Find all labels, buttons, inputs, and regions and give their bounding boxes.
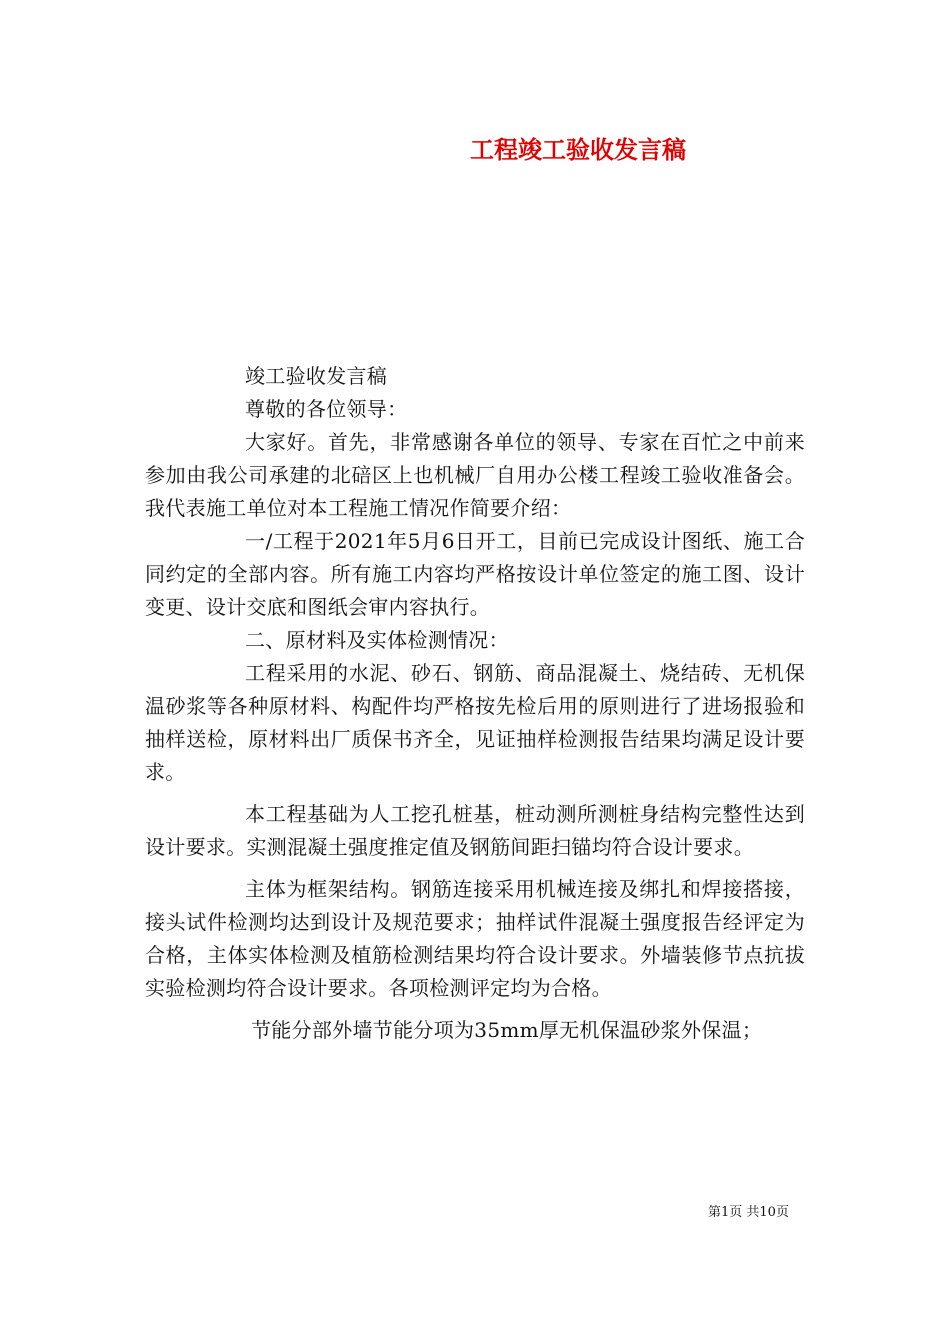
paragraph-foundation: 本工程基础为人工挖孔桩基，桩动测所测桩身结构完整性达到设计要求。实测混凝土强度推定值及钢筋间距扫锚均符合设计要求。	[145, 802, 805, 859]
paragraph-salutation: 尊敬的各位领导：	[245, 397, 408, 421]
paragraph-energy-saving: 节能分部外墙节能分项为35mm厚无机保温砂浆外保温；	[251, 1018, 763, 1042]
page-number: 第1页 共10页	[708, 1205, 789, 1220]
paragraph-structure: 主体为框架结构。钢筋连接采用机械连接及绑扎和焊接搭接，接头试件检测均达到设计及规范要求；抽样试件混凝土强度报告经评定为合格，主体实体检测及植筋检测结果均符合设计要求。外墙装修节点抗拔实验检测均符合设计要求。各项检测评定均为合格。	[145, 877, 805, 1000]
paragraph-section-two-heading: 二、原材料及实体检测情况：	[245, 628, 509, 652]
paragraph-materials: 工程采用的水泥、砂石、钢筋、商品混凝土、烧结砖、无机保温砂浆等各种原材料、构配件均严格按先检后用的原则进行了进场报验和抽样送检，原材料出厂质保书齐全，见证抽样检测报告结果均满足设计要求。	[145, 661, 805, 784]
document-title: 工程竣工验收发言稿	[470, 135, 686, 164]
document-body	[145, 360, 805, 1047]
paragraph-heading: 竣工验收发言稿	[245, 364, 388, 388]
paragraph-section-one: 一/工程于2021年5月6日开工，目前已完成设计图纸、施工合同约定的全部内容。所有施工内容均严格按设计单位签定的施工图、设计变更、设计交底和图纸会审内容执行。	[145, 529, 805, 619]
paragraph-greeting: 大家好。首先，非常感谢各单位的领导、专家在百忙之中前来参加由我公司承建的北碚区上也机械厂自用办公楼工程竣工验收准备会。我代表施工单位对本工程施工情况作简要介绍：	[145, 430, 805, 520]
